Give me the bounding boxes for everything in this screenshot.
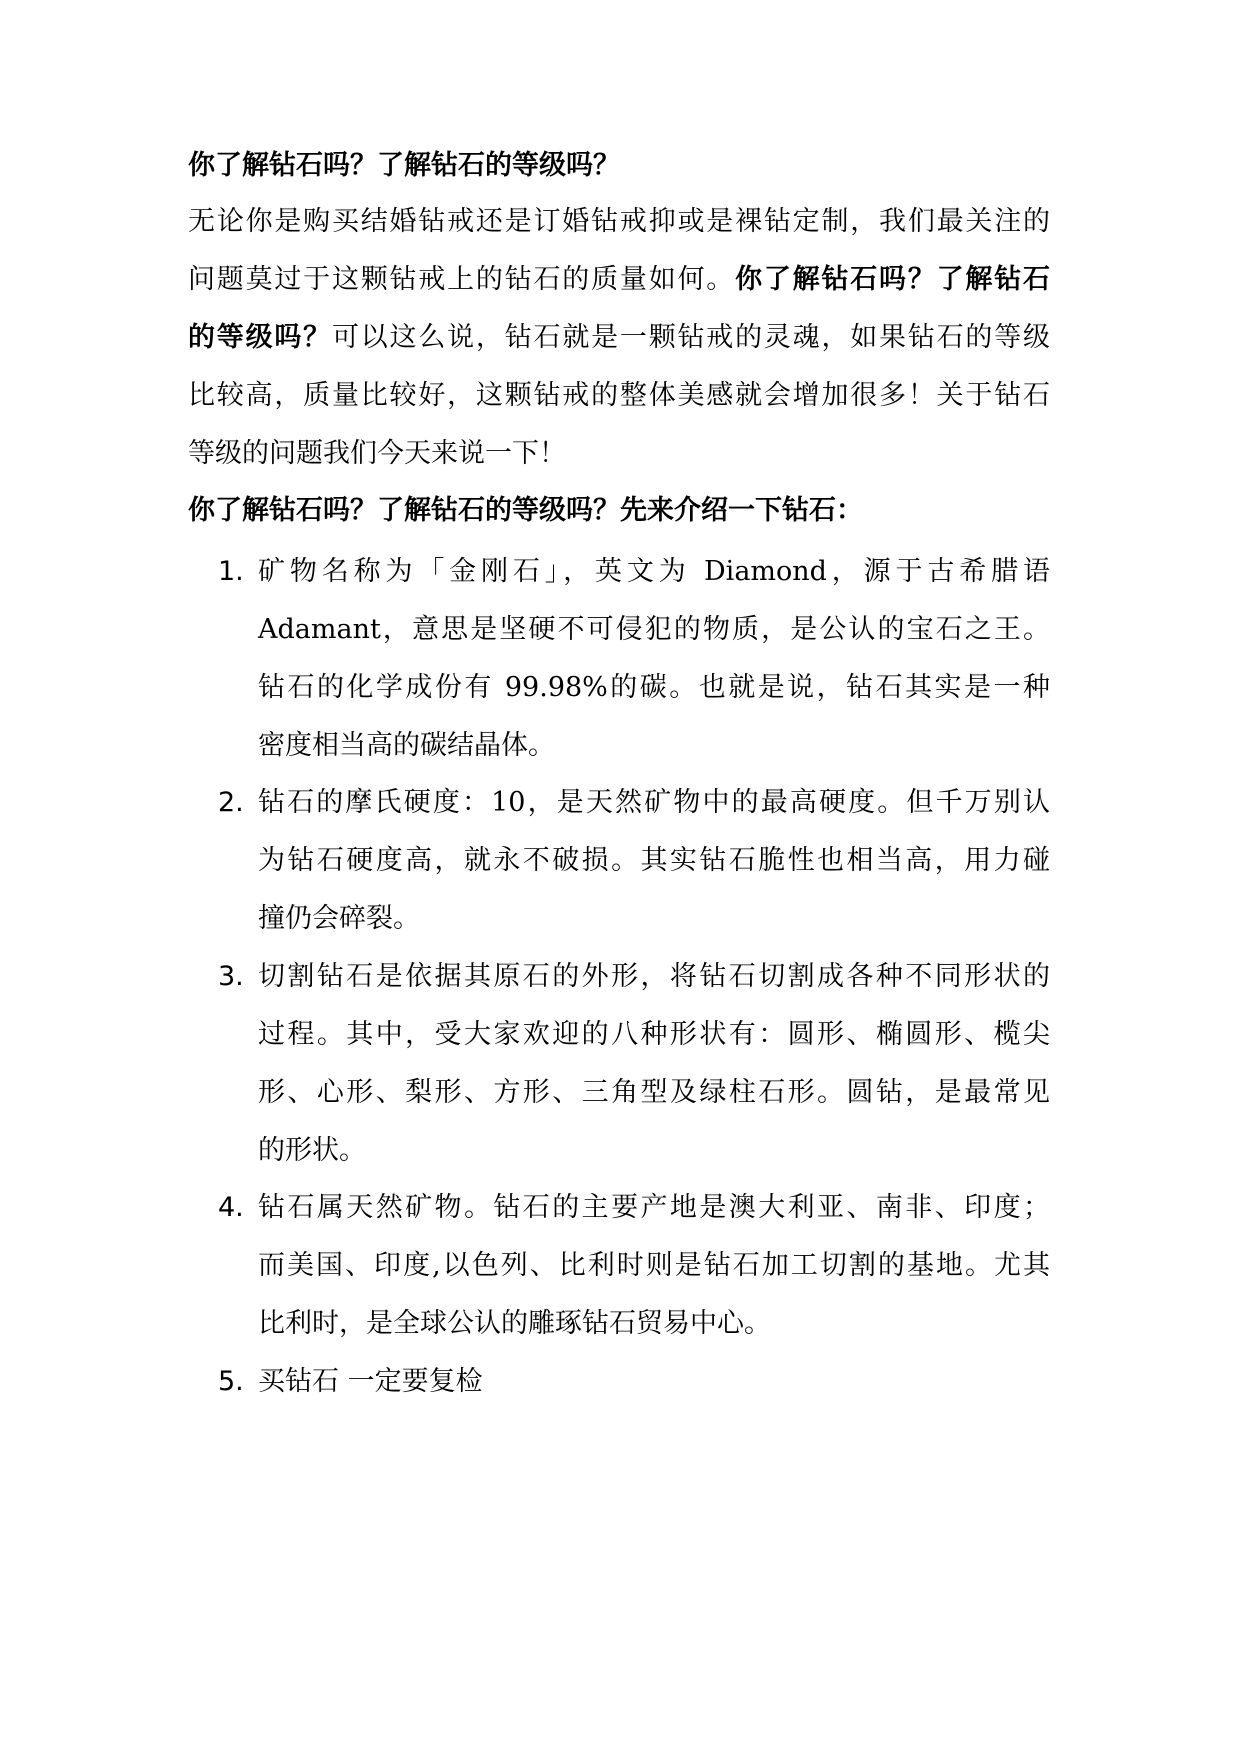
intro-line-5: 等级的问题我们今天来说一下！ xyxy=(188,438,566,469)
list-item-2-line-1: 钻石的摩氏硬度：10，是天然矿物中的最高硬度。但千万别认 xyxy=(258,787,1050,818)
section-heading: 你了解钻石吗？了解钻石的等级吗？先来介绍一下钻石： xyxy=(188,495,863,526)
list-item-3-line-2: 过程。其中，受大家欢迎的八种形状有：圆形、椭圆形、榄尖 xyxy=(258,1019,1050,1050)
list-number-1: 1. xyxy=(218,556,244,587)
heading-title: 你了解钻石吗？了解钻石的等级吗？ xyxy=(188,150,620,181)
list-item-2-line-2: 为钻石硬度高，就永不破损。其实钻石脆性也相当高，用力碰 xyxy=(258,845,1050,876)
intro-line-2-plain: 问题莫过于这颗钻戒上的钻石的质量如何。 xyxy=(188,264,736,295)
list-number-4: 4. xyxy=(218,1192,244,1223)
list-item-4-line-1: 钻石属天然矿物。钻石的主要产地是澳大利亚、南非、印度； xyxy=(258,1192,1050,1223)
list-item-4-line-2: 而美国、印度,以色列、比利时则是钻石加工切割的基地。尤其 xyxy=(258,1250,1050,1281)
list-item-1-line-1: 矿物名称为「金刚石」，英文为 Diamond，源于古希腊语 xyxy=(258,556,1050,587)
list-item-3-line-1: 切割钻石是依据其原石的外形，将钻石切割成各种不同形状的 xyxy=(258,961,1050,992)
list-number-5: 5. xyxy=(218,1366,244,1397)
list-item-1-line-2: Adamant，意思是坚硬不可侵犯的物质，是公认的宝石之王。 xyxy=(258,614,1050,645)
intro-line-4: 比较高，质量比较好，这颗钻戒的整体美感就会增加很多！关于钻石 xyxy=(188,380,1050,411)
intro-line-2-bold: 你了解钻石吗？了解钻石 xyxy=(735,264,1051,295)
intro-line-3 xyxy=(188,318,1050,358)
list-item-3-line-3: 形、心形、梨形、方形、三角型及绿柱石形。圆钻，是最常见 xyxy=(258,1077,1050,1108)
list-item-1-line-3: 钻石的化学成份有 99.98%的碳。也就是说，钻石其实是一种 xyxy=(258,672,1050,703)
list-item-2-line-3: 撞仍会碎裂。 xyxy=(258,903,420,934)
list-item-3-line-4: 的形状。 xyxy=(258,1135,366,1166)
list-item-4-line-3: 比利时，是全球公认的雕琢钻石贸易中心。 xyxy=(258,1308,771,1339)
list-number-3: 3. xyxy=(218,961,244,992)
list-number-2: 2. xyxy=(218,787,244,818)
intro-line-2 xyxy=(188,260,1050,300)
list-item-1-line-4: 密度相当高的碳结晶体。 xyxy=(258,730,555,761)
intro-line-3-plain: 可以这么说，钻石就是一颗钻戒的灵魂，如果钻石的等级 xyxy=(331,322,1051,353)
list-item-5-line-1: 买钻石 一定要复检 xyxy=(258,1366,483,1397)
intro-line-3-bold: 的等级吗？ xyxy=(188,322,332,353)
intro-line-1: 无论你是购买结婚钻戒还是订婚钻戒抑或是裸钻定制，我们最关注的 xyxy=(188,206,1050,237)
